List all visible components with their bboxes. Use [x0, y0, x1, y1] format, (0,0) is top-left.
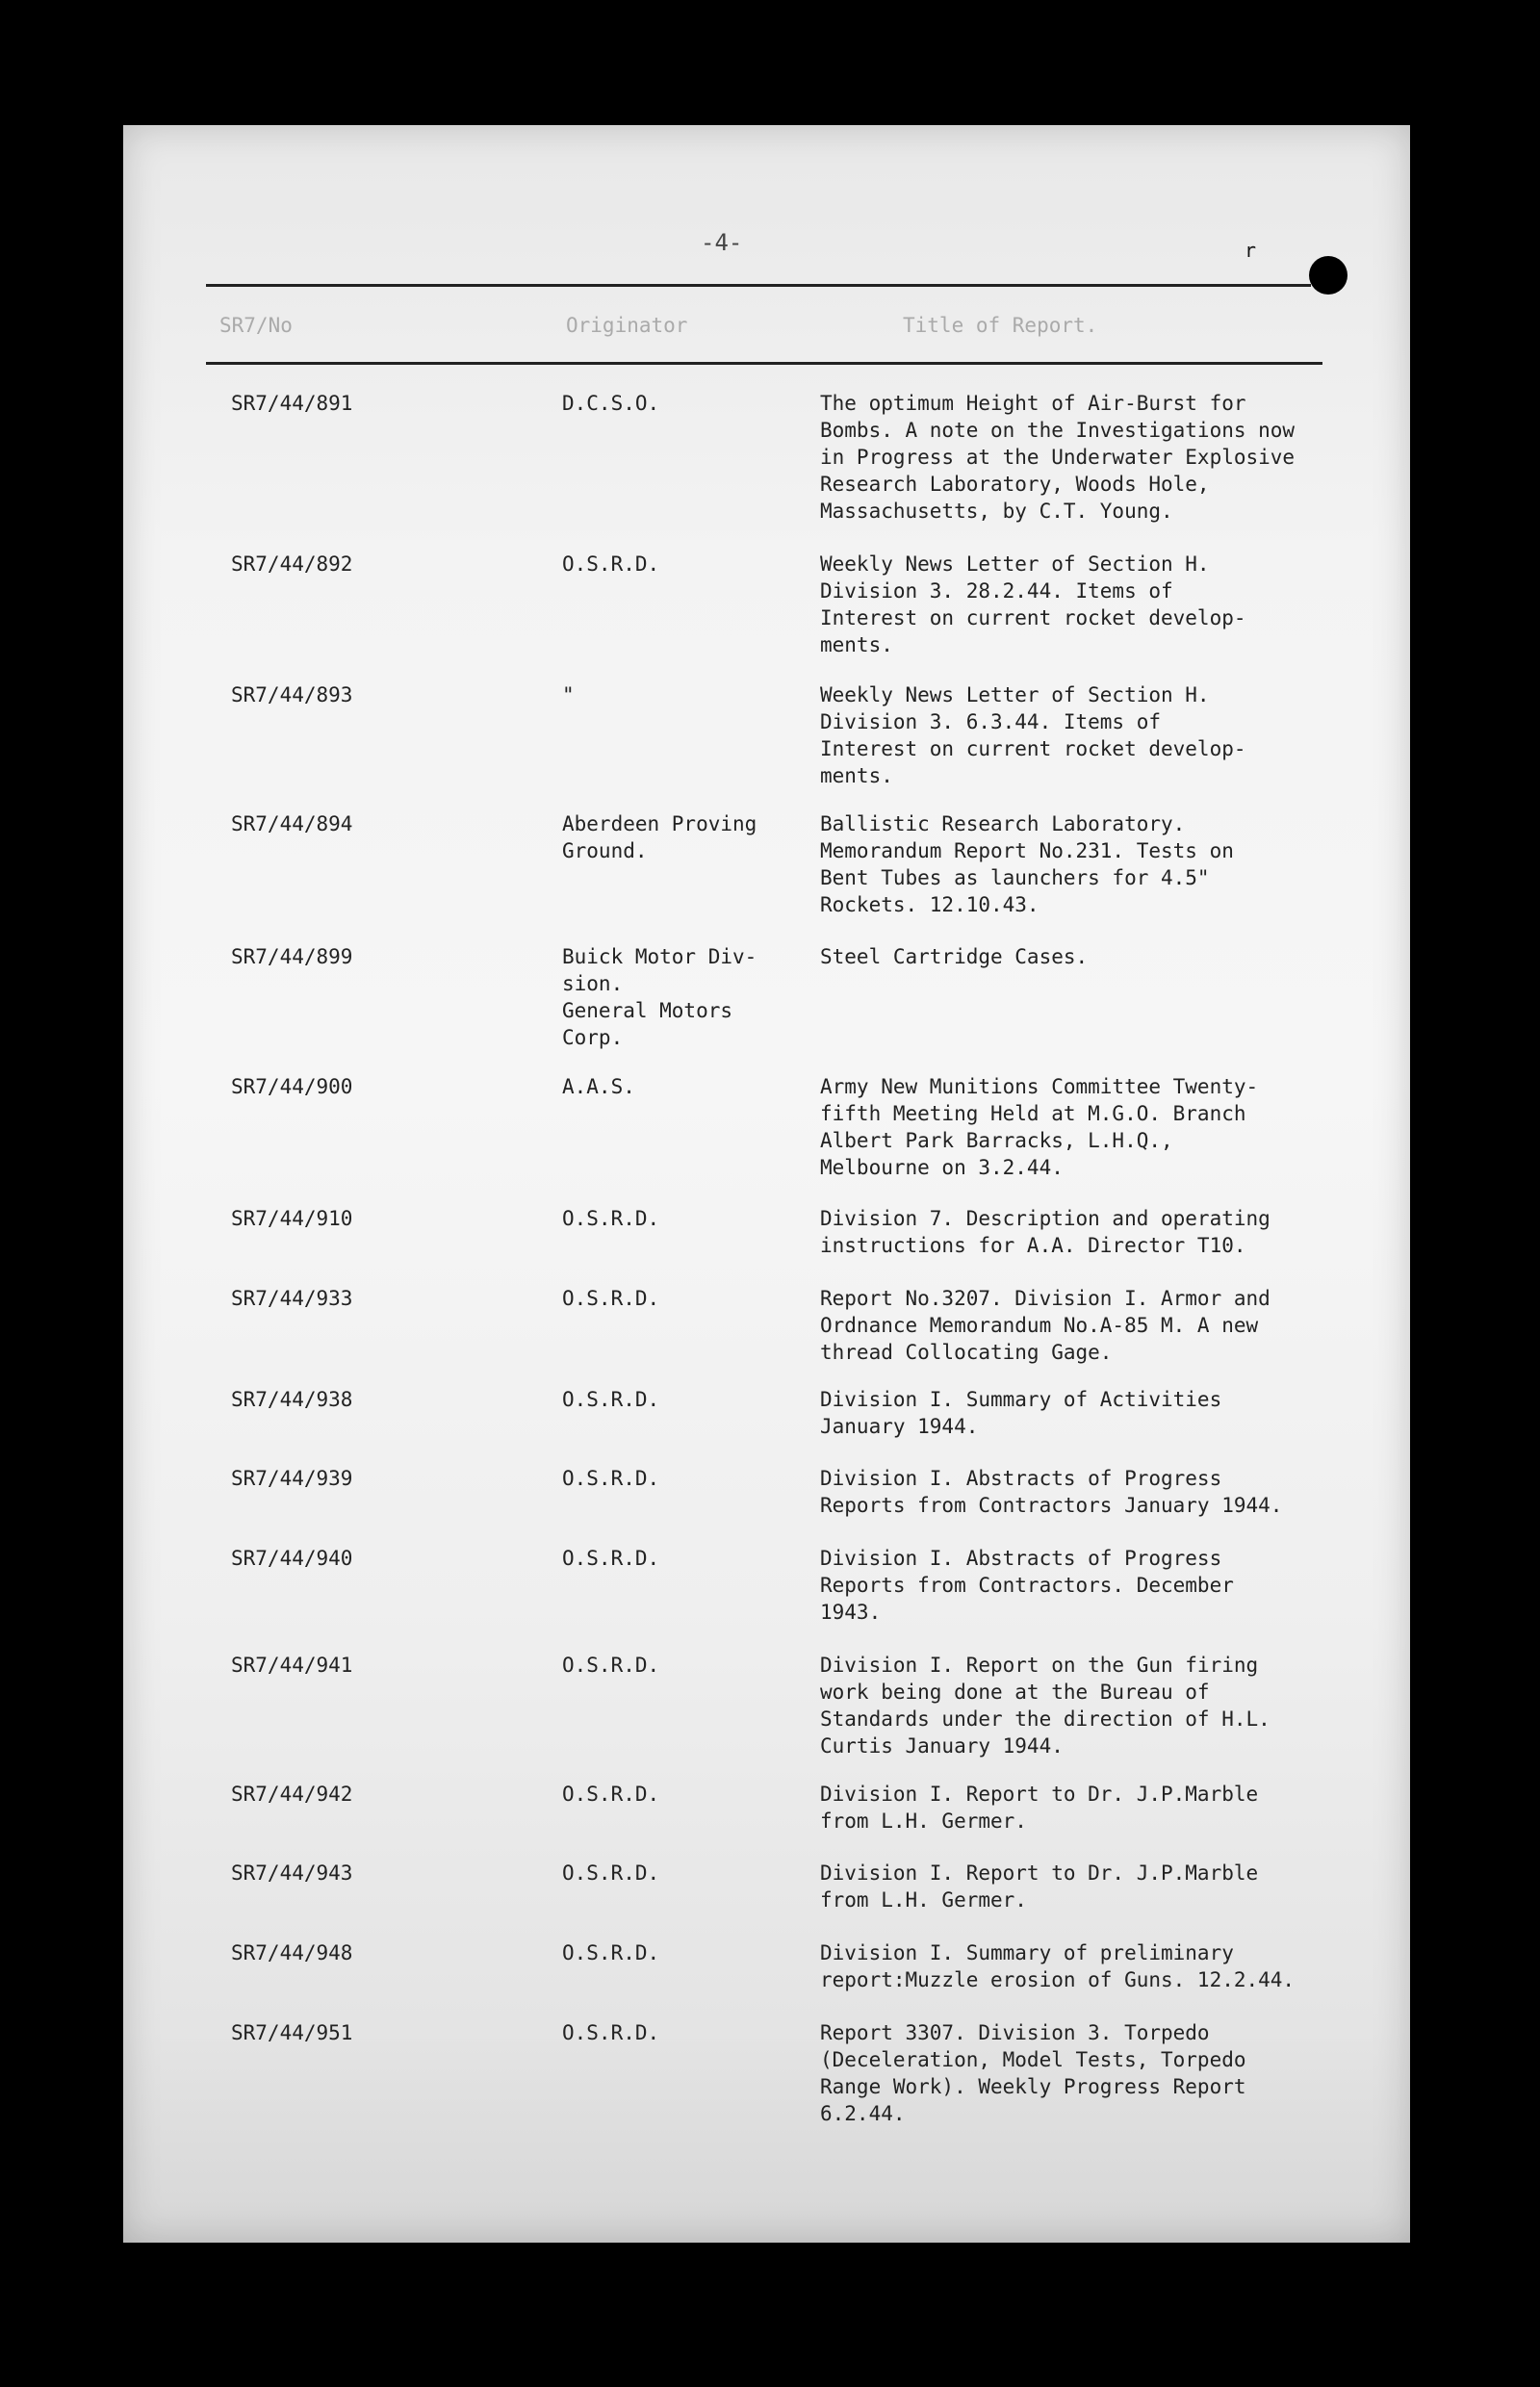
entry-originator: O.S.R.D. — [562, 552, 660, 576]
entry-originator: " — [562, 683, 575, 706]
entry-originator: O.S.R.D. — [562, 1547, 660, 1570]
entry-ref: SR7/44/951 — [231, 2021, 353, 2044]
entry-ref: SR7/44/899 — [231, 945, 353, 968]
entry-ref: SR7/44/933 — [231, 1287, 353, 1310]
entry-originator: O.S.R.D. — [562, 1654, 660, 1677]
entry-originator: O.S.R.D. — [562, 1941, 660, 1964]
entry-originator: Buick Motor Div- sion. General Motors Corp. — [562, 945, 757, 1049]
entry-originator: O.S.R.D. — [562, 1287, 660, 1310]
entry-originator: O.S.R.D. — [562, 2021, 660, 2044]
entry-originator: O.S.R.D. — [562, 1207, 660, 1230]
entry-title: Steel Cartridge Cases. — [820, 945, 1089, 968]
entry-title: Army New Munitions Committee Twenty- fifth Meeting Held at M.G.O. Branch Albert Park Barracks, L.H.Q., Melbourne on 3.2.44. — [820, 1075, 1259, 1179]
entry-title: Division I. Summary of Activities January 1944. — [820, 1388, 1222, 1438]
entry-title: Division I. Abstracts of Progress Reports from Contractors. December 1943. — [820, 1547, 1234, 1624]
entry-originator: D.C.S.O. — [562, 392, 660, 415]
page-number: -4- — [701, 229, 743, 256]
entry-title: Division I. Report to Dr. J.P.Marble from L.H. Germer. — [820, 1861, 1259, 1912]
entry-originator: O.S.R.D. — [562, 1467, 660, 1490]
entry-ref: SR7/44/939 — [231, 1467, 353, 1490]
column-header-originator: Originator — [566, 314, 688, 337]
entry-title: Report 3307. Division 3. Torpedo (Deceleration, Model Tests, Torpedo Range Work). Weekly Progress Report 6.2.44. — [820, 2021, 1246, 2125]
entry-ref: SR7/44/940 — [231, 1547, 353, 1570]
entry-title: Division I. Report on the Gun firing work being done at the Bureau of Standards under the direction of H.L. Curtis January 1944. — [820, 1654, 1270, 1758]
entry-ref: SR7/44/938 — [231, 1388, 353, 1411]
entry-title: Report No.3207. Division I. Armor and Ordnance Memorandum No.A-85 M. A new thread Collocating Gage. — [820, 1287, 1270, 1364]
entry-ref: SR7/44/891 — [231, 392, 353, 415]
entry-title: Weekly News Letter of Section H. Division 3. 28.2.44. Items of Interest on current rocket develop- ments. — [820, 552, 1246, 656]
entry-originator: Aberdeen Proving Ground. — [562, 812, 757, 862]
entry-originator: O.S.R.D. — [562, 1783, 660, 1806]
entry-title: Division I. Summary of preliminary report:Muzzle erosion of Guns. 12.2.44. — [820, 1941, 1296, 1991]
entry-ref: SR7/44/941 — [231, 1654, 353, 1677]
entry-originator: A.A.S. — [562, 1075, 635, 1098]
corner-mark: r — [1245, 239, 1257, 262]
entry-ref: SR7/44/942 — [231, 1783, 353, 1806]
entry-title: Division I. Abstracts of Progress Reports from Contractors January 1944. — [820, 1467, 1283, 1517]
entry-originator: O.S.R.D. — [562, 1861, 660, 1885]
entry-ref: SR7/44/900 — [231, 1075, 353, 1098]
column-header-ref: SR7/No — [219, 314, 293, 337]
entry-originator: O.S.R.D. — [562, 1388, 660, 1411]
entry-ref: SR7/44/948 — [231, 1941, 353, 1964]
entry-ref: SR7/44/943 — [231, 1861, 353, 1885]
entry-title: Weekly News Letter of Section H. Division 3. 6.3.44. Items of Interest on current rocket develop- ments. — [820, 683, 1246, 787]
entry-title: Division I. Report to Dr. J.P.Marble from L.H. Germer. — [820, 1783, 1259, 1833]
entry-title: The optimum Height of Air-Burst for Bombs. A note on the Investigations now in Progress at the Underwater Explosive Research Laboratory, Woods Hole, Massachusetts, by C.T. Young. — [820, 392, 1296, 523]
entry-title: Ballistic Research Laboratory. Memorandum Report No.231. Tests on Bent Tubes as launchers for 4.5" Rockets. 12.10.43. — [820, 812, 1234, 916]
column-header-title: Title of Report. — [903, 314, 1098, 337]
entry-title: Division 7. Description and operating instructions for A.A. Director T10. — [820, 1207, 1270, 1257]
entry-ref: SR7/44/894 — [231, 812, 353, 835]
entry-ref: SR7/44/893 — [231, 683, 353, 706]
document-page — [123, 125, 1410, 2243]
report-list — [123, 125, 1410, 2243]
entry-ref: SR7/44/910 — [231, 1207, 353, 1230]
entry-ref: SR7/44/892 — [231, 552, 353, 576]
